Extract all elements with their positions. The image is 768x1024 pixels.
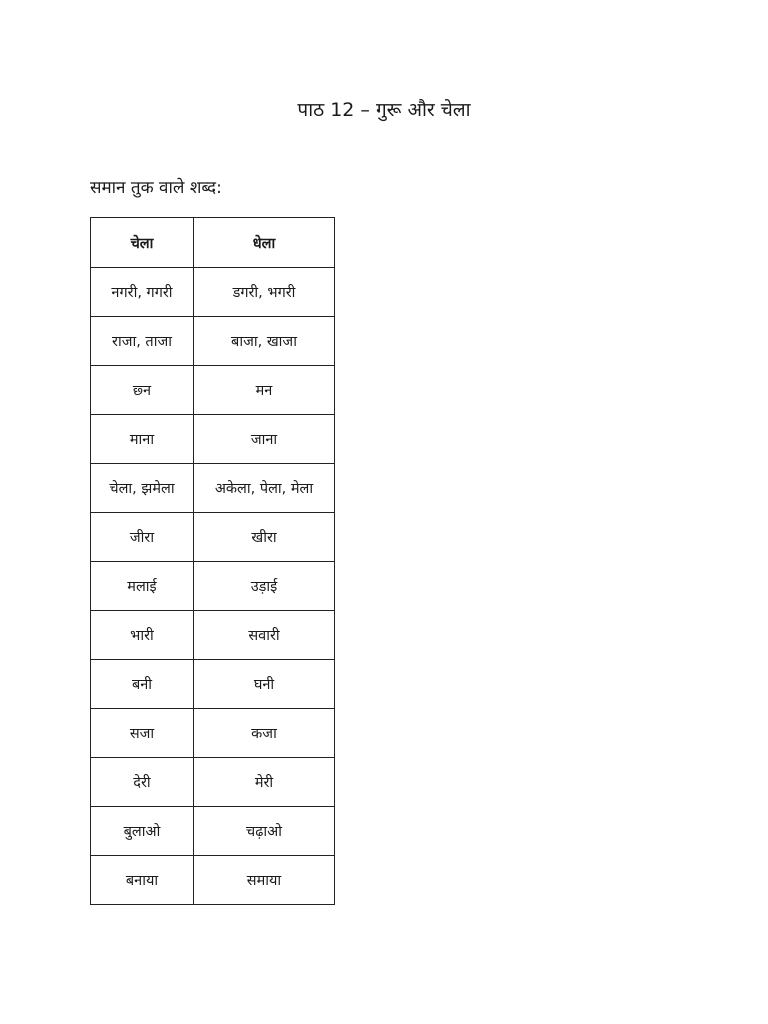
table-cell: चेला, झमेला <box>91 464 194 513</box>
table-cell: समाया <box>194 856 335 905</box>
table-cell: डगरी, भगरी <box>194 268 335 317</box>
table-cell: भारी <box>91 611 194 660</box>
table-cell: राजा, ताजा <box>91 317 194 366</box>
table-header-row <box>91 218 335 268</box>
column-header: चेला <box>91 218 194 268</box>
table-cell: खीरा <box>194 513 335 562</box>
table-cell: उड़ाई <box>194 562 335 611</box>
table-cell: जाना <box>194 415 335 464</box>
table-cell: सजा <box>91 709 194 758</box>
table-cell: मन <box>194 366 335 415</box>
table-row <box>91 268 335 317</box>
page-title: पाठ 12 – गुरू और चेला <box>297 99 471 121</box>
table-row <box>91 807 335 856</box>
table-cell: नगरी, गगरी <box>91 268 194 317</box>
table-cell: जीरा <box>91 513 194 562</box>
table-cell: बनाया <box>91 856 194 905</box>
table-cell: माना <box>91 415 194 464</box>
table-row <box>91 562 335 611</box>
table-cell: सवारी <box>194 611 335 660</box>
section-heading: समान तुक वाले शब्द: <box>90 178 222 198</box>
table-cell: मलाई <box>91 562 194 611</box>
table-cell: छ्न <box>91 366 194 415</box>
table-cell: बनी <box>91 660 194 709</box>
table-cell: चढ़ाओ <box>194 807 335 856</box>
table-row <box>91 660 335 709</box>
table-cell: बाजा, खाजा <box>194 317 335 366</box>
table-cell: अकेला, पेला, मेला <box>194 464 335 513</box>
rhyming-words-table <box>90 217 335 905</box>
column-header: धेला <box>194 218 335 268</box>
table-cell: कजा <box>194 709 335 758</box>
table-row <box>91 317 335 366</box>
table-row <box>91 366 335 415</box>
table-row <box>91 758 335 807</box>
table-cell: मेरी <box>194 758 335 807</box>
table-body <box>91 268 335 905</box>
table-cell: देरी <box>91 758 194 807</box>
table-row <box>91 464 335 513</box>
table-cell: घनी <box>194 660 335 709</box>
table-row <box>91 611 335 660</box>
table-row <box>91 513 335 562</box>
table-cell: बुलाओ <box>91 807 194 856</box>
table-row <box>91 856 335 905</box>
table-row <box>91 709 335 758</box>
table-row <box>91 415 335 464</box>
